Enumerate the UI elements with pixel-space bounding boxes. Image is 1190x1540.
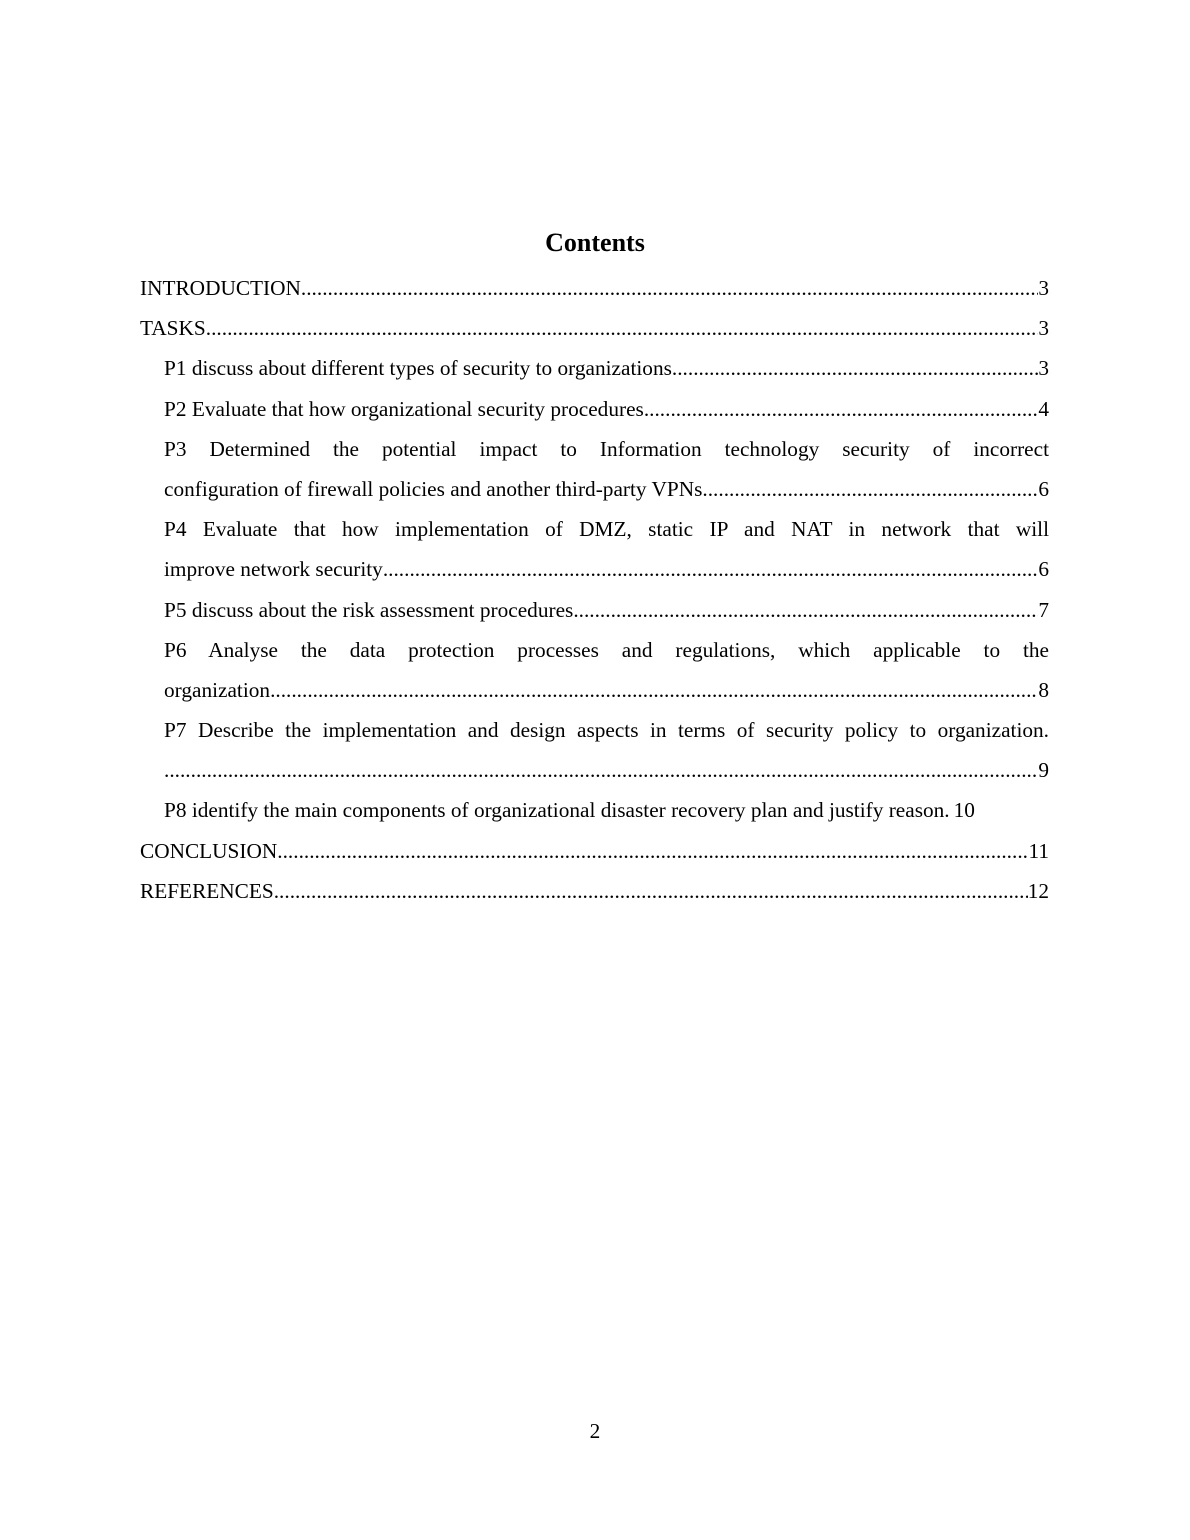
toc-page-number: 7 xyxy=(1038,597,1049,622)
toc-entry-tasks[interactable] xyxy=(140,308,1049,348)
toc-page-number: 12 xyxy=(1027,878,1049,903)
dot-leader xyxy=(277,831,1028,871)
dot-leader xyxy=(274,871,1028,911)
toc-entry-p6-line2[interactable] xyxy=(164,670,1049,710)
dot-leader xyxy=(672,348,1038,388)
toc-page-number: 6 xyxy=(1038,476,1049,501)
dot-leader xyxy=(702,469,1038,509)
dot-leader xyxy=(383,549,1039,589)
toc-page-number: 11 xyxy=(1028,838,1049,863)
toc-entry-references[interactable] xyxy=(140,871,1049,911)
dot-leader xyxy=(164,750,1038,790)
dot-leader xyxy=(644,389,1039,429)
toc-entry-label: organization xyxy=(164,677,271,702)
toc-entry-label: TASKS xyxy=(140,316,206,341)
toc-entry-p4-line1[interactable]: P4 Evaluate that how implementation of DMZ, static IP and NAT in network that will xyxy=(164,517,1049,542)
toc-entry-introduction[interactable] xyxy=(140,268,1049,308)
toc-entry-p2[interactable] xyxy=(164,389,1049,429)
page-title: Contents xyxy=(545,228,645,257)
toc-entry-label: CONCLUSION xyxy=(140,838,278,863)
toc-entry-p3-line1[interactable]: P3 Determined the potential impact to Information technology security of incorrect xyxy=(164,436,1049,461)
toc-page-number: 6 xyxy=(1038,557,1049,582)
toc-entry-p3-line2[interactable] xyxy=(164,469,1049,509)
toc-entry-p6-line1[interactable]: P6 Analyse the data protection processes and regulations, which applicable to the xyxy=(164,637,1049,662)
toc-page-number: 3 xyxy=(1038,316,1049,341)
toc-entry-conclusion[interactable] xyxy=(140,831,1049,871)
toc-entry-p1[interactable] xyxy=(164,348,1049,388)
toc-entry-p4-line2[interactable] xyxy=(164,549,1049,589)
dot-leader xyxy=(206,308,1039,348)
page-number: 2 xyxy=(589,1419,601,1443)
toc-entry-label: improve network security xyxy=(164,557,383,582)
toc-page-number: 9 xyxy=(1038,758,1049,783)
toc-entry-p7-line1[interactable]: P7 Describe the implementation and design aspects in terms of security policy to organization. xyxy=(164,718,1049,743)
dot-leader xyxy=(301,268,1038,308)
toc-page-number: 10 xyxy=(953,798,975,823)
toc-entry-label: configuration of firewall policies and another third-party VPNs xyxy=(164,476,703,501)
toc-page-number: 3 xyxy=(1038,356,1049,381)
toc-page-number: 4 xyxy=(1038,396,1049,421)
toc-page-number: 3 xyxy=(1038,276,1049,300)
toc-page-number: 8 xyxy=(1038,677,1049,702)
toc-entry-label: P2 Evaluate that how organizational security procedures xyxy=(164,396,644,421)
toc-entry-label: REFERENCES xyxy=(140,878,274,903)
toc-entry-label: P8 identify the main components of organizational disaster recovery plan and justify reason. xyxy=(164,798,950,823)
toc-entry-p8[interactable] xyxy=(164,790,1049,830)
toc-entry-label: P1 discuss about different types of security to organizations xyxy=(164,356,672,381)
table-of-contents xyxy=(140,268,1049,911)
toc-entry-label: P5 discuss about the risk assessment procedures xyxy=(164,597,574,622)
dot-leader xyxy=(270,670,1038,710)
dot-leader xyxy=(573,590,1038,630)
toc-entry-p5[interactable] xyxy=(164,590,1049,630)
toc-entry-label: INTRODUCTION xyxy=(140,276,301,300)
toc-entry-p7-line2[interactable] xyxy=(164,750,1049,790)
